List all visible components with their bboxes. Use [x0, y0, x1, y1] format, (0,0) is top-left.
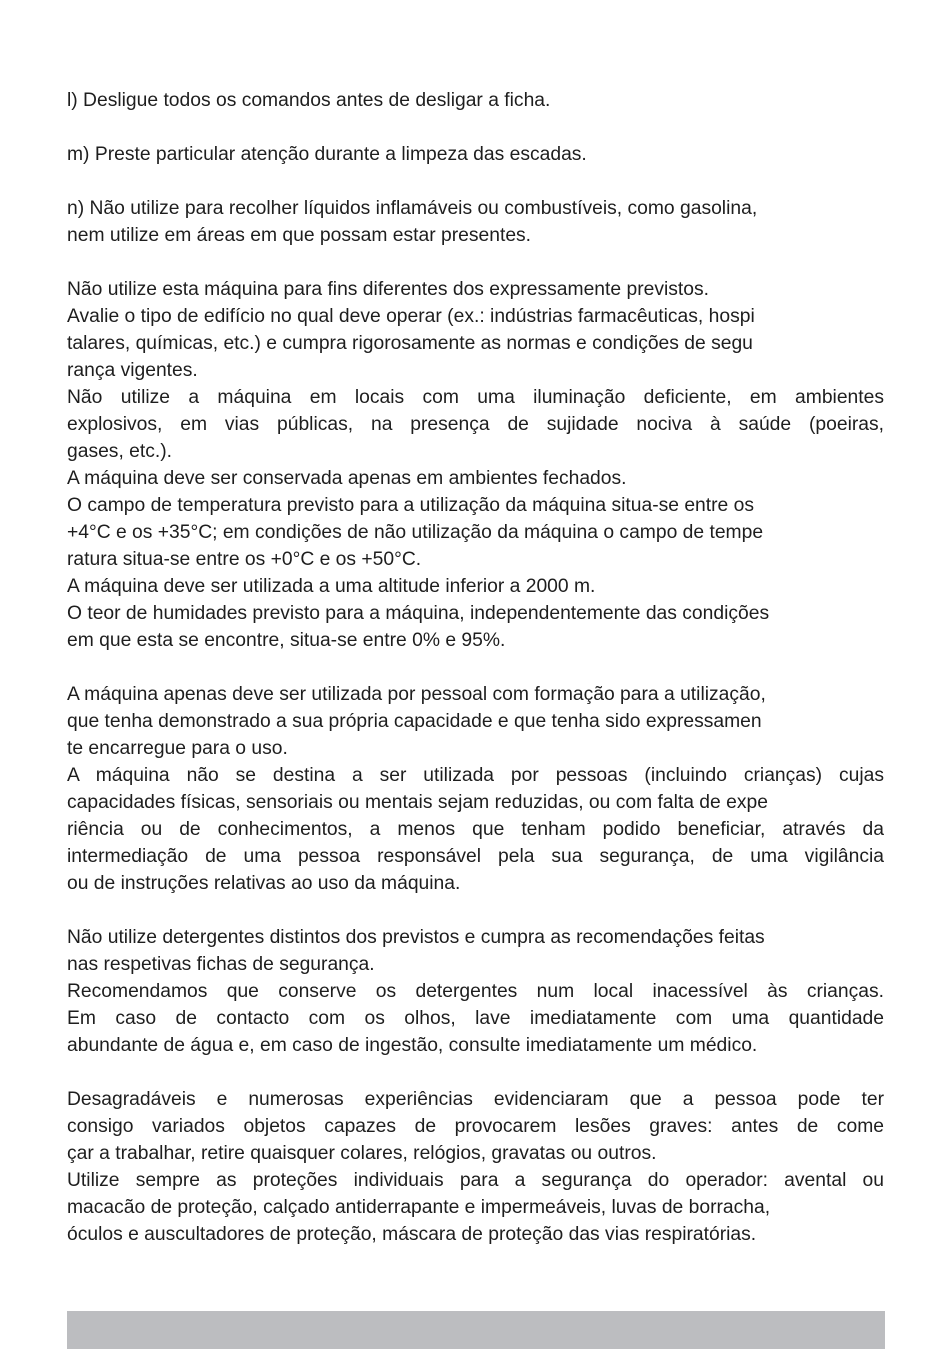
paragraph-spacer	[67, 249, 884, 276]
text-line: óculos e auscultadores de proteção, máscara de proteção das vias respiratórias.	[67, 1224, 757, 1245]
text-line: talares, químicas, etc.) e cumpra rigorosamente as normas e condições de segu	[67, 333, 753, 354]
text-line: te encarregue para o uso.	[67, 738, 288, 759]
text-line: Recomendamos que conserve os detergentes num local inacessível às crianças.	[67, 981, 884, 1002]
text-line: rança vigentes.	[67, 360, 198, 381]
text-line: consigo variados objetos capazes de provocarem lesões graves: antes de come	[67, 1116, 884, 1137]
text-line: ratura situa-se entre os +0°C e os +50°C.	[67, 549, 422, 570]
text-line: Avalie o tipo de edifício no qual deve operar (ex.: indústrias farmacêuticas, hospi	[67, 306, 755, 327]
text-line: Não utilize a máquina em locais com uma iluminação deficiente, em ambientes	[67, 387, 884, 408]
paragraph-spacer	[67, 1059, 884, 1086]
text-line: çar a trabalhar, retire quaisquer colares, relógios, gravatas ou outros.	[67, 1143, 657, 1164]
text-line: Não utilize esta máquina para fins diferentes dos expressamente previstos.	[67, 279, 709, 300]
text-line: nas respetivas fichas de segurança.	[67, 954, 375, 975]
paragraph-spacer	[67, 114, 884, 141]
text-line: gases, etc.).	[67, 441, 173, 462]
footer-bar	[67, 1311, 885, 1349]
text-line: A máquina não se destina a ser utilizada por pessoas (incluindo crianças) cujas	[67, 765, 884, 786]
text-line: n) Não utilize para recolher líquidos inflamáveis ou combustíveis, como gasolina,	[67, 198, 758, 219]
text-line: O campo de temperatura previsto para a utilização da máquina situa-se entre os	[67, 495, 754, 516]
text-line: riência ou de conhecimentos, a menos que tenham podido beneficiar, através da	[67, 819, 884, 840]
text-line: em que esta se encontre, situa-se entre 0% e 95%.	[67, 630, 506, 651]
paragraph-spacer	[67, 654, 884, 681]
text-line: que tenha demonstrado a sua própria capacidade e que tenha sido expressamen	[67, 711, 762, 732]
text-line: capacidades físicas, sensoriais ou mentais sejam reduzidas, ou com falta de expe	[67, 792, 768, 813]
text-line: A máquina deve ser conservada apenas em ambientes fechados.	[67, 468, 627, 489]
text-line: nem utilize em áreas em que possam estar presentes.	[67, 225, 532, 246]
text-line: +4°C e os +35°C; em condições de não utilização da máquina o campo de tempe	[67, 522, 764, 543]
text-line: Desagradáveis e numerosas experiências evidenciaram que a pessoa pode ter	[67, 1089, 884, 1110]
text-line: l) Desligue todos os comandos antes de desligar a ficha.	[67, 90, 551, 111]
paragraph-spacer	[67, 168, 884, 195]
text-line: A máquina apenas deve ser utilizada por pessoal com formação para a utilização,	[67, 684, 766, 705]
text-line: abundante de água e, em caso de ingestão, consulte imediatamente um médico.	[67, 1035, 758, 1056]
text-line: O teor de humidades previsto para a máquina, independentemente das condições	[67, 603, 770, 624]
paragraph-spacer	[67, 897, 884, 924]
text-line: Não utilize detergentes distintos dos previstos e cumpra as recomendações feitas	[67, 927, 765, 948]
text-line: m) Preste particular atenção durante a limpeza das escadas.	[67, 144, 587, 165]
document-body	[67, 87, 884, 1248]
text-line: ou de instruções relativas ao uso da máquina.	[67, 873, 461, 894]
text-line: macacão de proteção, calçado antiderrapante e impermeáveis, luvas de borracha,	[67, 1197, 771, 1218]
text-line: A máquina deve ser utilizada a uma altitude inferior a 2000 m.	[67, 576, 596, 597]
text-line: Em caso de contacto com os olhos, lave imediatamente com uma quantidade	[67, 1008, 884, 1029]
text-line: Utilize sempre as proteções individuais para a segurança do operador: avental ou	[67, 1170, 884, 1191]
text-line: intermediação de uma pessoa responsável pela sua segurança, de uma vigilância	[67, 846, 884, 867]
text-line: explosivos, em vias públicas, na presença de sujidade nociva à saúde (poeiras,	[67, 414, 884, 435]
